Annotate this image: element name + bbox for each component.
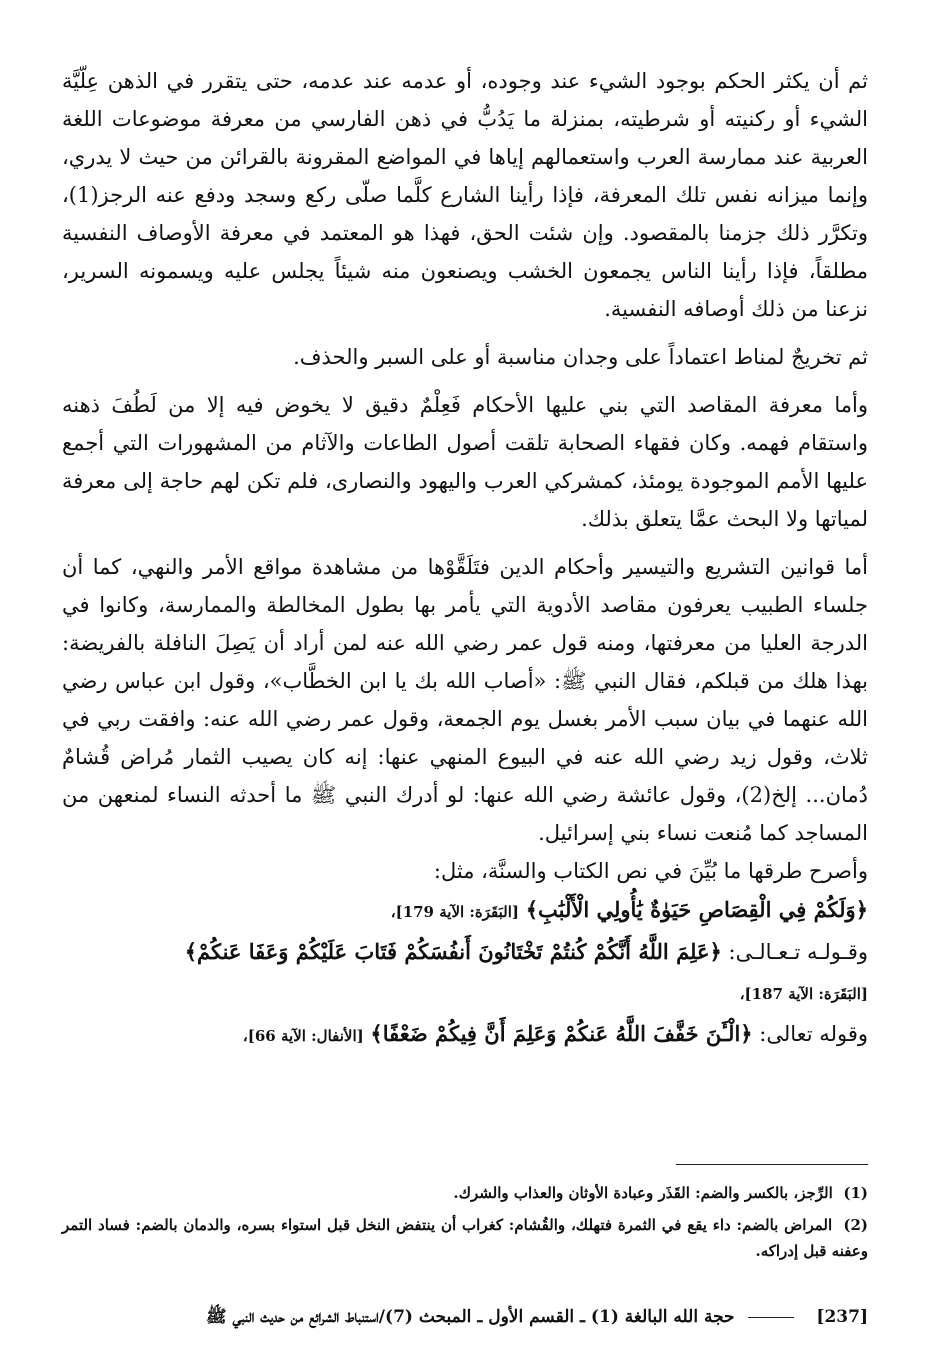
footer-rule xyxy=(748,1317,794,1318)
footnote-text: المراض بالضم: داء يقع في الثمرة فتهلك، والقُشام: كغراب أن ينتفض النخل قبل استواء بسره، والدمان بالضم: فساد التمر وعفنه قبل إدراكه. xyxy=(62,1216,868,1260)
ayah-text: ﴿الْـَٔنَ خَفَّفَ اللَّهُ عَنكُمْ وَعَلِمَ أَنَّ فِيكُمْ ضَعْفًا﴾ xyxy=(370,1021,753,1046)
paragraph-2: ثم تخريجٌ لمناط اعتماداً على وجدان مناسبة أو على السبر والحذف. xyxy=(293,345,868,369)
paragraph-4: أما قوانين التشريع والتيسير وأحكام الدين فتَلَقَّوْها من مشاهدة مواقع الأمر والنهي، كما أن جلساء الطبيب يعرفون مقاصد الأدوية التي يأمر بها بطول المخالطة والممارسة، وكانوا في الدرجة العليا من معرفتها، ومنه قول عمر رضي الله عنه لمن أراد أن يَصِلَ النافلة بالفريضة: بهذا هلك من قبلكم، فقال النبي ﷺ: «أصاب الله بك يا ابن الخطَّاب»، وقول ابن عباس رضي الله عنهما في بيان سبب الأمر بغسل يوم الجمعة، وقول عمر رضي الله عنه: وافقت ربي في ثلاث، وقول زيد رضي الله عنه في البيوع المنهي عنها: إنه كان يصيب الثمار مُراض قُشامٌ دُمان... إلخ(2)، وقول عائشة رضي الله عنها: لو أدرك النبي ﷺ ما أحدثه النساء لمنعهن من المساجد كما مُنعت نساء بني إسرائيل. xyxy=(62,555,868,845)
footnote-1 xyxy=(62,1180,868,1206)
footnote-2 xyxy=(62,1212,868,1264)
ayah-reference: [الأنفال: الآية 66]، xyxy=(242,1027,364,1045)
page-footer xyxy=(62,1306,868,1331)
quran-quote-1 xyxy=(62,890,868,932)
quote-lead: وقـولـه تـعـالـى: xyxy=(721,940,868,964)
footnote-number: (1) xyxy=(843,1184,868,1202)
quran-quote-2 xyxy=(62,932,868,1014)
paragraph-3: وأما معرفة المقاصد التي بني عليها الأحكام فَعِلْمٌ دقيق لا يخوض فيه إلا من لَطُفَ ذهنه واستقام فهمه. وكان فقهاء الصحابة تلقت أصول الطاعات والآثام من المشهورات التي أجمع عليها الأمم الموجودة يومئذ، كمشركي العرب واليهود والنصارى، فلم تكن لهم حاجة إلى معرفة لمياتها ولا البحث عمَّا يتعلق بذلك. xyxy=(62,393,868,531)
footnote-separator xyxy=(676,1164,868,1165)
ayah-reference: [البَقَرَة: الآية 179]، xyxy=(390,903,520,921)
running-title: حجة الله البالغة (1) ـ القسم الأول ـ المبحث (7)/استنباط الشرائع من حديث النبي ﷺ xyxy=(206,1307,735,1327)
quote-lead: وقوله تعالى: xyxy=(752,1022,868,1046)
ayah-reference: [البَقَرَة: الآية 187]، xyxy=(739,985,868,1003)
quran-quote-3 xyxy=(62,1014,868,1056)
paragraph-5: وأصرح طرقها ما بُيِّنَ في نص الكتاب والسنَّة، مثل: xyxy=(433,859,868,883)
page-number: [237] xyxy=(816,1307,868,1327)
ayah-text: ﴿وَلَكُمْ فِي الْقِصَاصِ حَيَوٰةٌ يَٰأُولِي الْأَلْبَٰبِ﴾ xyxy=(525,897,868,922)
ayah-text: ﴿عَلِمَ اللَّهُ أَنَّكُمْ كُنتُمْ تَخْتَانُونَ أَنفُسَكُمْ فَتَابَ عَلَيْكُمْ وَعَفَا عَنكُمْ﴾ xyxy=(184,939,722,964)
page-body xyxy=(62,62,868,1056)
paragraph-1: ثم أن يكثر الحكم بوجود الشيء عند وجوده، أو عدمه عند عدمه، حتى يتقرر في الذهن عِلّيَّة الشيء أو ركنيته أو شرطيته، بمنزلة ما يَدُبُّ في ذهن الفارسي من معرفة موضوعات اللغة العربية عند ممارسة العرب واستعمالهم إياها في المواضع المقرونة بالقرائن من حيث لا يدري، وإنما ميزانه نفس تلك المعرفة، فإذا رأينا الشارع كلَّما صلّى ركع وسجد ودفع عنه الرجز(1)، وتكرَّر ذلك جزمنا بالمقصود. وإن شئت الحق، فهذا هو المعتمد في معرفة الأوصاف النفسية مطلقاً، فإذا رأينا الناس يجمعون الخشب ويصنعون منه شيئاً يجلس عليه ويسمونه السرير، نزعنا من ذلك أوصافه النفسية. xyxy=(62,69,868,321)
footnote-number: (2) xyxy=(843,1216,868,1234)
footnote-text: الرِّجز، بالكسر والضم: القَذَر وعبادة الأوثان والعذاب والشرك. xyxy=(453,1184,833,1202)
